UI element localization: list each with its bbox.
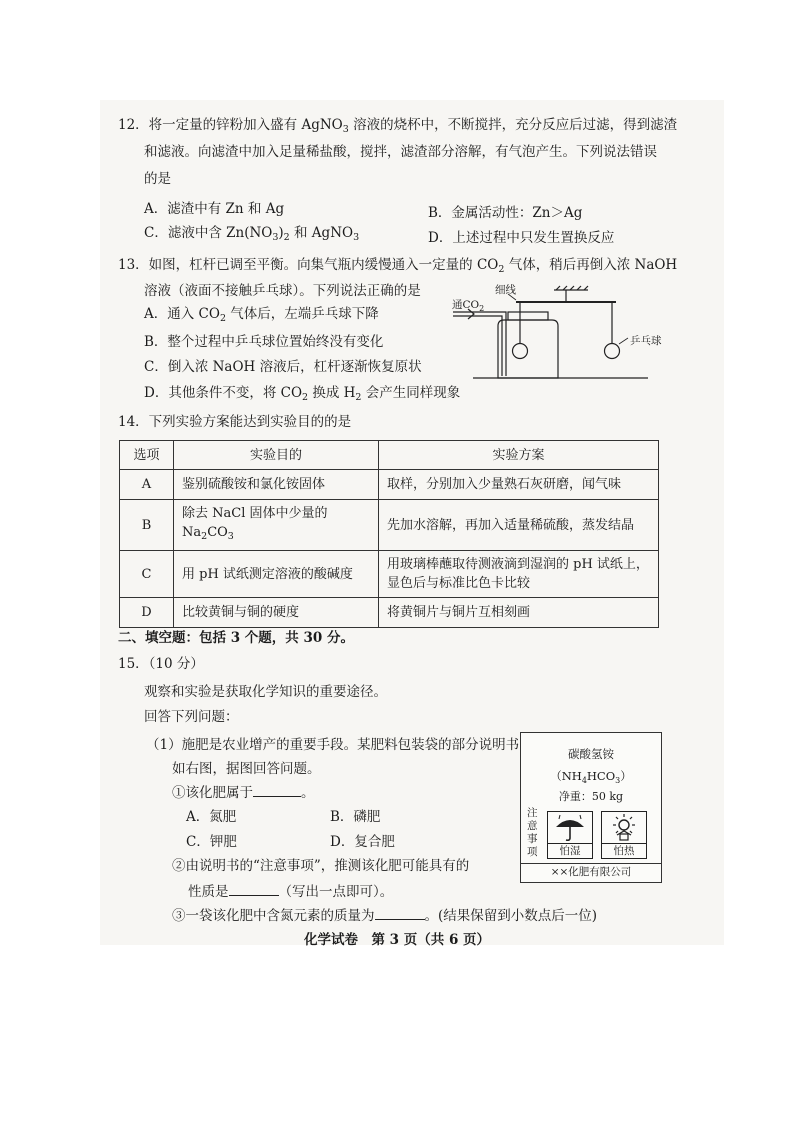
q12-line2: 和滤液。向滤渣中加入足量稀盐酸，搅拌，滤渣部分溶解，有气泡产生。下列说法错误 xyxy=(144,144,657,160)
answer-blank xyxy=(229,881,279,896)
sun-icon xyxy=(602,813,646,843)
left-ball xyxy=(513,344,528,359)
q15-sub2-line2: 性质是 （写出一点即可）。 xyxy=(188,881,393,901)
q15-sub1-option-d: D．复合肥 xyxy=(330,834,395,850)
q12-option-b: B．金属活动性：Zn＞Ag xyxy=(428,205,583,221)
table-header-row xyxy=(120,441,659,470)
header-purpose: 实验目的 xyxy=(174,441,379,470)
q13-option-b: B．整个过程中乒乓球位置始终没有变化 xyxy=(144,334,384,350)
label-company: ××化肥有限公司 xyxy=(521,863,661,881)
jar-lid xyxy=(508,312,548,320)
inlet-pipe-inner xyxy=(453,316,502,376)
q13-option-c: C．倒入浓 NaOH 溶液后，杠杆逐渐恢复原状 xyxy=(144,359,422,375)
q15-head: 15．（10 分） xyxy=(118,656,204,672)
label-weight: 净重：50 kg xyxy=(558,790,624,803)
header-option: 选项 xyxy=(120,441,174,470)
right-ball xyxy=(605,344,620,359)
q13-option-a: A．通入 $CO_2$ 气体后，左端乒乓球下降 xyxy=(144,306,379,324)
label-notes: 注 意 事 项 xyxy=(527,807,538,858)
table-row: B 除去 NaCl 固体中少量的 $Na_2CO_3$ 先加水溶解，再加入适量稀硫酸，蒸发结晶 xyxy=(120,500,659,551)
q15-sub1-option-a: A．氮肥 xyxy=(186,809,237,825)
table-row: C 用 pH 试纸测定溶液的酸碱度 用玻璃棒蘸取待测液滴到湿润的 pH 试纸上， 显色后与标准比色卡比较 xyxy=(120,551,659,598)
q12-option-c: C．滤液中含 $Zn(NO_3)_2$ 和 AgNO$_3$ xyxy=(144,225,360,243)
header-plan: 实验方案 xyxy=(379,441,659,470)
table-row: A 鉴别硫酸铵和氯化铵固体 取样，分别加入少量熟石灰研磨，闻气味 xyxy=(120,470,659,500)
q15-part1-line1: （1）施肥是农业增产的重要手段。某肥料包装袋的部分说明书 xyxy=(146,737,520,753)
q15-sub1-option-c: C．钾肥 xyxy=(186,834,237,850)
table-row: D 比较黄铜与铜的硬度 将黄铜片与铜片互相刻画 xyxy=(120,598,659,628)
page-footer: 化学试卷 第 3 页（共 6 页） xyxy=(303,932,491,948)
q15-sub1: ①该化肥属于 。 xyxy=(172,782,315,802)
q12-option-d: D．上述过程中只发生置换反应 xyxy=(428,230,615,246)
q14-stem: 14．下列实验方案能达到实验目的的是 xyxy=(118,414,352,430)
moisture-warning xyxy=(547,811,593,859)
q13-line2: 溶液（液面不接触乒乓球）。下列说法正确的是 xyxy=(144,283,421,299)
icon-label-heat: 怕热 xyxy=(602,843,646,858)
q15-ask: 回答下列问题： xyxy=(144,709,239,725)
fertilizer-label xyxy=(520,732,662,883)
experiment-table xyxy=(119,440,659,628)
q15-intro: 观察和实验是获取化学知识的重要途径。 xyxy=(144,684,387,700)
fig-ball-label: 乒乓球 xyxy=(630,335,662,347)
heat-warning xyxy=(601,811,647,859)
q13-line1: 13．如图，杠杆已调至平衡。向集气瓶内缓慢通入一定量的 $CO_2$ 气体，稍后再倒入浓 NaOH xyxy=(118,257,678,275)
answer-blank xyxy=(375,905,425,920)
q15-sub3: ③一袋该化肥中含氮元素的质量为 。(结果保留到小数点后一位) xyxy=(172,905,597,925)
q12-option-a: A．滤渣中有 Zn 和 Ag xyxy=(144,201,285,217)
fig-inlet-label: 通$CO_2$ xyxy=(452,299,485,313)
q15-sub1-option-b: B．磷肥 xyxy=(330,809,381,825)
q15-sub2-line1: ②由说明书的“注意事项”，推测该化肥可能具有的 xyxy=(172,858,470,874)
umbrella-icon xyxy=(548,813,592,843)
label-formula: $(NH_4HCO_3)$ xyxy=(550,769,632,785)
q12-line3: 的是 xyxy=(144,171,171,187)
label-name: 碳酸氢铵 xyxy=(568,747,614,761)
q12-line1: 12．将一定量的锌粉加入盛有 AgNO$_3$ 溶液的烧杯中，不断搅拌，充分反应后过滤，得到滤渣 xyxy=(118,117,678,135)
fig-string-label: 细线 xyxy=(495,284,516,296)
icon-label-moisture: 怕湿 xyxy=(548,843,592,858)
section-heading: 二、填空题：包括 3 个题，共 30 分。 xyxy=(118,630,354,646)
gas-jar-shoulder xyxy=(498,320,558,326)
answer-blank xyxy=(253,782,301,797)
q13-option-d: D．其他条件不变，将 $CO_2$ 换成 $H_2$ 会产生同样现象 xyxy=(144,385,461,403)
q15-part1-line2: 如右图，据图回答问题。 xyxy=(172,761,321,777)
